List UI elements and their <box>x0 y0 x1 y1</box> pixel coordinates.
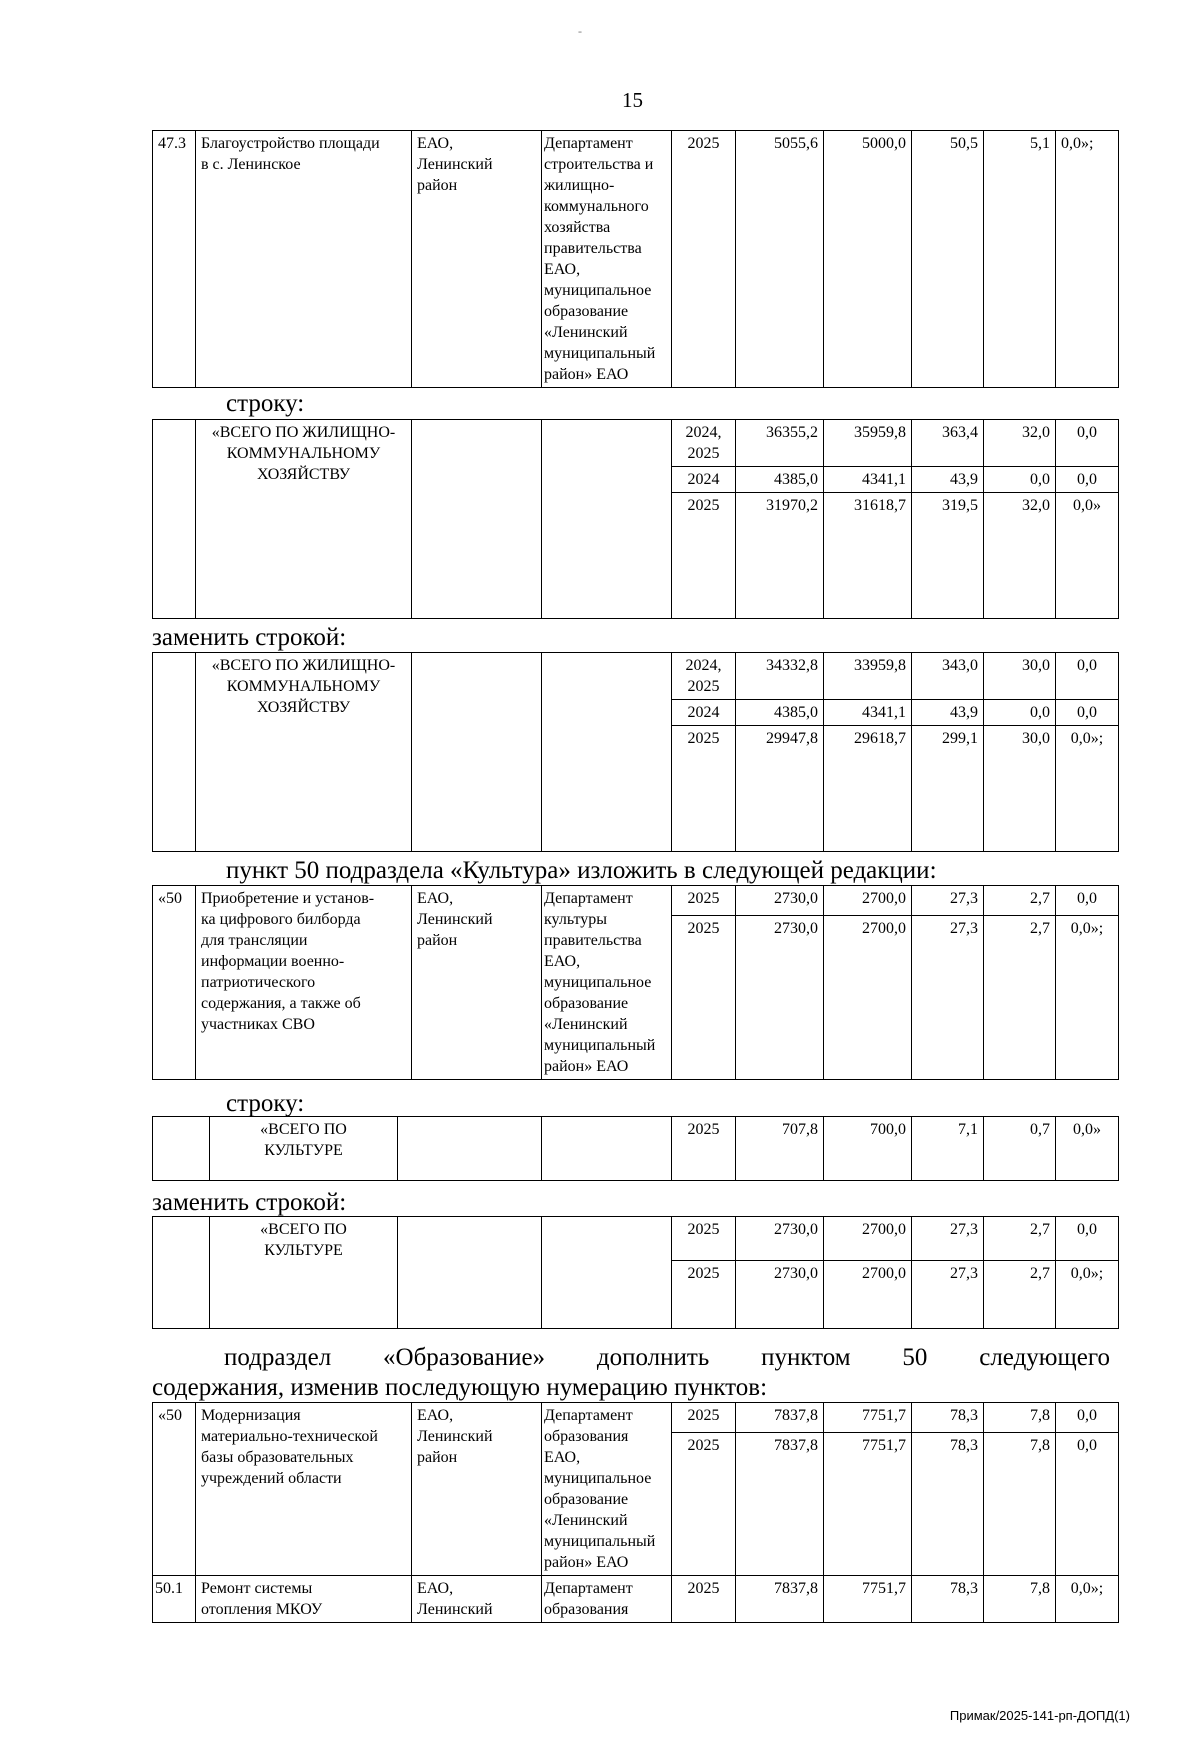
cell-line: Ремонт системы <box>201 1580 313 1597</box>
row-executor <box>542 1403 672 1576</box>
cell: 0,0 <box>984 467 1056 493</box>
cell-line: район <box>417 177 458 194</box>
cell: 2025 <box>672 1403 736 1433</box>
cell-line: патриотического <box>201 974 316 991</box>
cell: 30,0 <box>984 653 1056 700</box>
cell-line: Ленинский <box>417 156 493 173</box>
page-number: 15 <box>622 88 643 112</box>
cell-line: Департамент <box>544 890 633 907</box>
cell: 2025 <box>672 493 736 619</box>
cell: 299,1 <box>912 726 984 852</box>
label-stroku-1: строку: <box>226 390 305 417</box>
cell-line: «ВСЕГО ПО ЖИЛИЩНО- <box>211 657 396 674</box>
cell-line: информации военно- <box>201 953 345 970</box>
cell: 32,0 <box>984 420 1056 467</box>
cell-line: хозяйства <box>544 219 611 236</box>
cell: 29947,8 <box>736 726 824 852</box>
cell: 0,0 <box>1056 1403 1119 1433</box>
edu-word: следующего <box>979 1344 1110 1371</box>
cell: 31970,2 <box>736 493 824 619</box>
cell: 0,0 <box>984 700 1056 726</box>
cell-line: образования <box>544 1428 629 1445</box>
cell-line: район <box>417 932 458 949</box>
cell-line: правительства <box>544 240 642 257</box>
cell: 343,0 <box>912 653 984 700</box>
housing-old-title <box>196 420 412 619</box>
cell-line: в с. Ленинское <box>201 156 301 173</box>
cell-line: образование <box>544 995 629 1012</box>
row-executor <box>542 1576 672 1623</box>
cell: 2700,0 <box>824 886 912 916</box>
cell: 2730,0 <box>736 1261 824 1329</box>
cell-line: «Ленинский <box>544 1016 628 1033</box>
cell: 7837,8 <box>736 1433 824 1576</box>
cell-line: жилищно- <box>544 177 615 194</box>
label-p50-culture: пункт 50 подраздела «Культура» изложить в следующей редакции: <box>226 857 937 884</box>
cell: 36355,2 <box>736 420 824 467</box>
cell: 7751,7 <box>824 1433 912 1576</box>
row-name <box>196 1576 412 1623</box>
cell-line: ЕАО, <box>544 261 581 278</box>
cell-line: ХОЗЯЙСТВУ <box>256 466 351 483</box>
cell: 0,0» <box>1056 493 1119 619</box>
row-v1: 5055,6 <box>736 131 824 388</box>
cell-line: Департамент <box>544 1580 633 1597</box>
cell-line: ка цифрового билборда <box>201 911 361 928</box>
cell: 27,3 <box>912 886 984 916</box>
cell-line: материально-технической <box>201 1428 378 1445</box>
cell: 78,3 <box>912 1433 984 1576</box>
cell: 0,0»; <box>1056 1261 1119 1329</box>
row-number: «50 <box>153 1403 196 1576</box>
cell: 78,3 <box>912 1403 984 1433</box>
cell: 2730,0 <box>736 886 824 916</box>
row-v4: 5,1 <box>984 131 1056 388</box>
cell: 4385,0 <box>736 700 824 726</box>
cell: 2025 <box>672 916 736 1080</box>
row-executor <box>542 886 672 1080</box>
cell: 2024 <box>672 467 736 493</box>
cell-line: коммунального <box>544 198 649 215</box>
cell: 0,0 <box>1056 467 1119 493</box>
cell: 2024 <box>672 700 736 726</box>
cell-line: муниципальное <box>544 1470 652 1487</box>
edu-word: дополнить <box>596 1344 710 1371</box>
row-number: «50 <box>153 886 196 1080</box>
cell-line: правительства <box>544 932 642 949</box>
scan-mark: - <box>578 24 582 38</box>
cell: 2,7 <box>984 1217 1056 1261</box>
table-housing-old <box>152 419 1119 619</box>
cell: 0,0 <box>1056 700 1119 726</box>
cell-line: КОММУНАЛЬНОМУ <box>226 678 381 695</box>
table-row-50-education <box>152 1402 1119 1623</box>
cell: 2730,0 <box>736 1217 824 1261</box>
cell: 0,0 <box>1056 1217 1119 1261</box>
cell-line: учреждений области <box>201 1470 342 1487</box>
cell: 7,1 <box>912 1117 984 1181</box>
cell-line: КОММУНАЛЬНОМУ <box>226 445 381 462</box>
cell-line: Департамент <box>544 135 633 152</box>
cell-line: участниках СВО <box>201 1016 315 1033</box>
edu-word: пунктом <box>761 1344 851 1371</box>
cell-line: отопления МКОУ <box>201 1601 323 1618</box>
cell-line: муниципальный <box>544 1533 656 1550</box>
cell-line: образования <box>544 1601 629 1618</box>
cell-line: ЕАО, <box>417 1407 454 1424</box>
cell: 2,7 <box>984 916 1056 1080</box>
cell: 2,7 <box>984 1261 1056 1329</box>
cell: 2024, 2025 <box>672 653 736 700</box>
cell-line: образование <box>544 1491 629 1508</box>
row-name <box>196 131 412 388</box>
cell-line: ЕАО, <box>417 1580 454 1597</box>
cell-line: культуры <box>544 911 608 928</box>
label-zamenit-1: заменить строкой: <box>152 624 347 651</box>
cell-line: ЕАО, <box>417 135 454 152</box>
cell: 2025 <box>672 1433 736 1576</box>
row-executor <box>542 131 672 388</box>
cell: 29618,7 <box>824 726 912 852</box>
cell-line: содержания, а также об <box>201 995 361 1012</box>
cell-line: ХОЗЯЙСТВУ <box>256 699 351 716</box>
cell-line: район» ЕАО <box>544 1554 629 1571</box>
cell: 2024, 2025 <box>672 420 736 467</box>
label-edu-line1 <box>224 1344 1110 1372</box>
cell-line: КУЛЬТУРЕ <box>264 1142 343 1159</box>
cell-line: Модернизация <box>201 1407 301 1424</box>
cell-line: ЕАО, <box>417 890 454 907</box>
cell-line: Приобретение и установ- <box>201 890 375 907</box>
row-v2: 5000,0 <box>824 131 912 388</box>
cell: 0,0 <box>1056 420 1119 467</box>
culture-new-title <box>210 1217 398 1329</box>
cell: 2025 <box>672 886 736 916</box>
cell: 2,7 <box>984 886 1056 916</box>
cell: 7751,7 <box>824 1576 912 1623</box>
cell: 2700,0 <box>824 1261 912 1329</box>
cell: 0,0»; <box>1056 1576 1119 1623</box>
row-v5: 0,0»; <box>1056 131 1119 388</box>
cell-line: муниципальное <box>544 974 652 991</box>
cell-line: «ВСЕГО ПО ЖИЛИЩНО- <box>211 424 396 441</box>
cell: 43,9 <box>912 467 984 493</box>
cell: 363,4 <box>912 420 984 467</box>
cell-line: Ленинский <box>417 1601 493 1618</box>
cell-line: Ленинский <box>417 1428 493 1445</box>
cell: 2025 <box>672 1261 736 1329</box>
row-place <box>412 886 542 1080</box>
row-name <box>196 1403 412 1576</box>
cell-line: ЕАО, <box>544 1449 581 1466</box>
row-number: 50.1 <box>153 1576 196 1623</box>
label-stroku-2: строку: <box>226 1090 305 1117</box>
document-footer-code: Примак/2025-141-рп-ДОПД(1) <box>949 1708 1130 1723</box>
cell: 35959,8 <box>824 420 912 467</box>
cell: 32,0 <box>984 493 1056 619</box>
cell-line: строительства и <box>544 156 654 173</box>
row-place <box>412 1403 542 1576</box>
cell-line: для трансляции <box>201 932 308 949</box>
cell: 27,3 <box>912 1217 984 1261</box>
cell: 30,0 <box>984 726 1056 852</box>
cell-line: «ВСЕГО ПО <box>260 1221 347 1238</box>
cell: 7837,8 <box>736 1403 824 1433</box>
cell: 4341,1 <box>824 467 912 493</box>
row-place <box>412 1576 542 1623</box>
cell: 700,0 <box>824 1117 912 1181</box>
cell: 7,8 <box>984 1576 1056 1623</box>
row-number: 47.3 <box>153 131 196 388</box>
cell: 0,0» <box>1056 1117 1119 1181</box>
cell: 2730,0 <box>736 916 824 1080</box>
table-row-47-3 <box>152 130 1119 388</box>
cell-line: КУЛЬТУРЕ <box>264 1242 343 1259</box>
cell: 0,0»; <box>1056 726 1119 852</box>
cell: 2025 <box>672 1117 736 1181</box>
cell: 7751,7 <box>824 1403 912 1433</box>
table-culture-new <box>152 1216 1119 1329</box>
cell: 34332,8 <box>736 653 824 700</box>
row-place <box>412 131 542 388</box>
edu-word: «Образование» <box>383 1344 546 1371</box>
cell: 0,0 <box>1056 653 1119 700</box>
cell-line: Благоустройство площади <box>201 135 380 152</box>
row-year: 2025 <box>672 131 736 388</box>
label-edu-line2: содержания, изменив последующую нумерацию пунктов: <box>152 1374 768 1401</box>
cell: 78,3 <box>912 1576 984 1623</box>
cell: 2025 <box>672 1576 736 1623</box>
cell-line: «Ленинский <box>544 1512 628 1529</box>
cell: 2700,0 <box>824 1217 912 1261</box>
cell-line: базы образовательных <box>201 1449 354 1466</box>
housing-new-title <box>196 653 412 852</box>
cell-line: Департамент <box>544 1407 633 1424</box>
table-culture-old <box>152 1116 1119 1181</box>
cell-line: ЕАО, <box>544 953 581 970</box>
cell: 7,8 <box>984 1433 1056 1576</box>
cell: 7,8 <box>984 1403 1056 1433</box>
cell: 2700,0 <box>824 916 912 1080</box>
table-housing-new <box>152 652 1119 852</box>
cell: 0,0»; <box>1056 916 1119 1080</box>
cell: 319,5 <box>912 493 984 619</box>
cell-line: муниципальный <box>544 1037 656 1054</box>
cell: 2025 <box>672 726 736 852</box>
cell: 27,3 <box>912 1261 984 1329</box>
row-v3: 50,5 <box>912 131 984 388</box>
cell: 27,3 <box>912 916 984 1080</box>
culture-old-title <box>210 1117 398 1181</box>
label-zamenit-2: заменить строкой: <box>152 1189 347 1216</box>
edu-word: 50 <box>902 1344 928 1371</box>
cell-line: Ленинский <box>417 911 493 928</box>
cell: 4341,1 <box>824 700 912 726</box>
cell-line: «Ленинский <box>544 324 628 341</box>
cell: 2025 <box>672 1217 736 1261</box>
cell: 43,9 <box>912 700 984 726</box>
cell-line: район» ЕАО <box>544 366 629 383</box>
cell-line: муниципальный <box>544 345 656 362</box>
cell: 33959,8 <box>824 653 912 700</box>
cell: 0,0 <box>1056 886 1119 916</box>
row-name <box>196 886 412 1080</box>
cell-line: образование <box>544 303 629 320</box>
cell-line: район <box>417 1449 458 1466</box>
cell: 31618,7 <box>824 493 912 619</box>
cell-line: «ВСЕГО ПО <box>260 1121 347 1138</box>
cell: 707,8 <box>736 1117 824 1181</box>
table-row-50-culture <box>152 885 1119 1080</box>
cell: 0,7 <box>984 1117 1056 1181</box>
cell: 0,0 <box>1056 1433 1119 1576</box>
cell: 7837,8 <box>736 1576 824 1623</box>
cell: 4385,0 <box>736 467 824 493</box>
cell-line: район» ЕАО <box>544 1058 629 1075</box>
edu-word: подраздел <box>224 1344 332 1371</box>
cell-line: муниципальное <box>544 282 652 299</box>
